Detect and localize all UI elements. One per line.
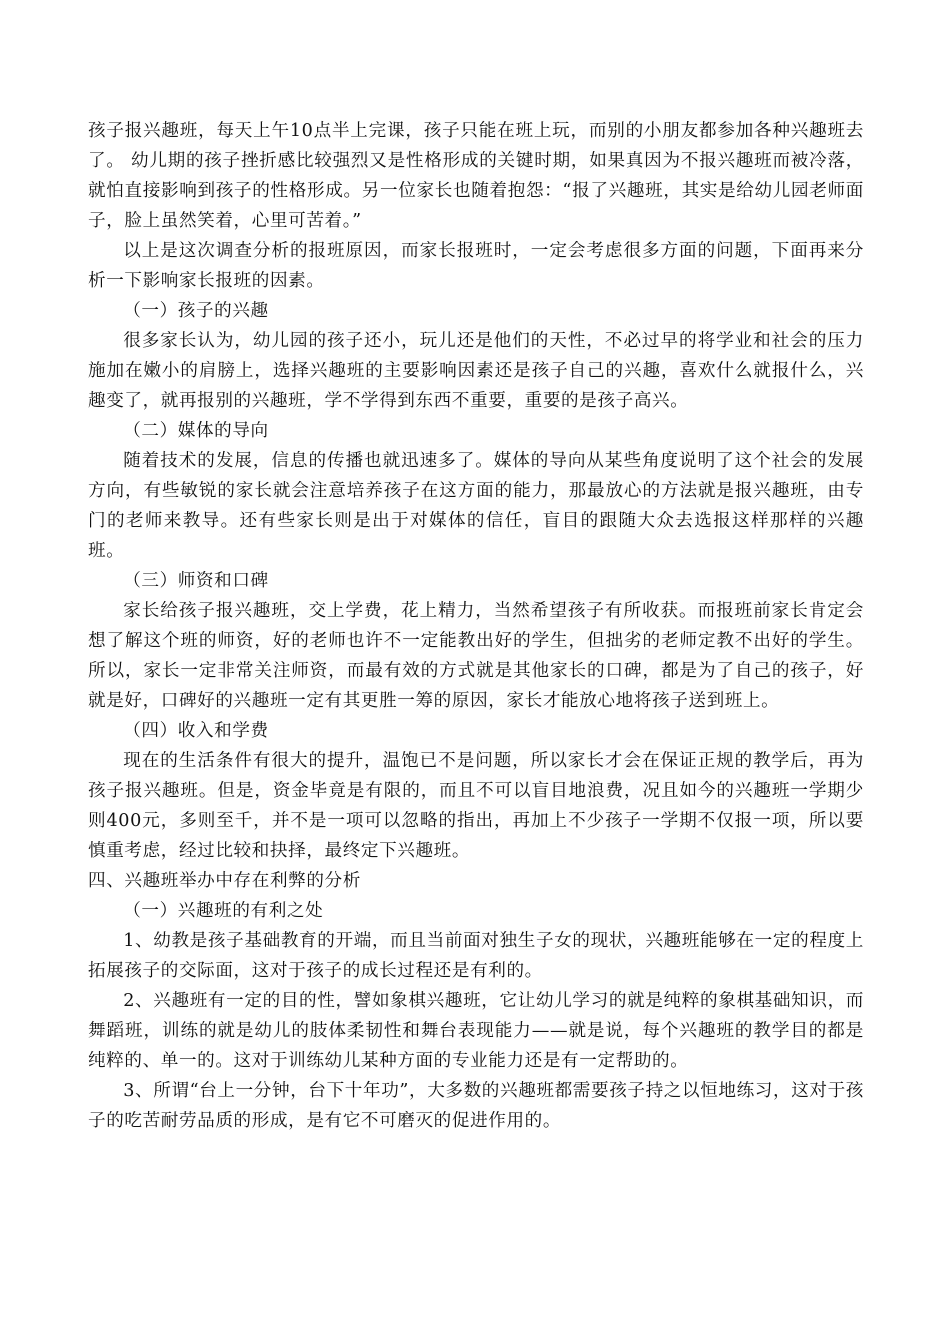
document-page	[88, 116, 864, 1136]
subheading-advantages: （一）兴趣班的有利之处	[123, 901, 324, 921]
paragraph-continued: 孩子报兴趣班，每天上午10点半上完课，孩子只能在班上玩，而别的小朋友都参加各种兴趣班去了。 幼儿期的孩子挫折感比较强烈又是性格形成的关键时期，如果真因为不报兴趣班而被冷落，就怕直接影响到孩子的性格形成。另一位家长也随着抱怨：“报了兴趣班，其实是给幼儿园老师面子，脸上虽然笑着，心里可苦着。”	[88, 121, 864, 231]
subheading-teachers-reputation: （三）师资和口碑	[123, 571, 269, 591]
subheading-income-fees: （四）收入和学费	[123, 721, 269, 741]
subheading-media-guidance: （二）媒体的导向	[123, 421, 269, 441]
paragraph-teachers-reputation: 家长给孩子报兴趣班，交上学费，花上精力，当然希望孩子有所收获。而报班前家长肯定会想了解这个班的师资，好的老师也许不一定能教出好的学生，但拙劣的老师定教不出好的学生。所以，家长一定非常关注师资，而最有效的方式就是其他家长的口碑，都是为了自己的孩子，好就是好，口碑好的兴趣班一定有其更胜一筹的原因，家长才能放心地将孩子送到班上。	[88, 601, 864, 711]
list-item-advantage-3: 3、所谓“台上一分钟，台下十年功”，大多数的兴趣班都需要孩子持之以恒地练习，这对于孩子的吃苦耐劳品质的形成，是有它不可磨灭的促进作用的。	[88, 1081, 864, 1131]
paragraph-child-interest: 很多家长认为，幼儿园的孩子还小，玩儿还是他们的天性，不必过早的将学业和社会的压力施加在嫩小的肩膀上，选择兴趣班的主要影响因素还是孩子自己的兴趣，喜欢什么就报什么，兴趣变了，就再报别的兴趣班，学不学得到东西不重要，重要的是孩子高兴。	[88, 331, 864, 411]
paragraph-media-guidance: 随着技术的发展，信息的传播也就迅速多了。媒体的导向从某些角度说明了这个社会的发展方向，有些敏锐的家长就会注意培养孩子在这方面的能力，那最放心的方法就是报兴趣班，由专门的老师来教导。还有些家长则是出于对媒体的信任，盲目的跟随大众去选报这样那样的兴趣班。	[88, 451, 864, 561]
paragraph-income-fees: 现在的生活条件有很大的提升，温饱已不是问题，所以家长才会在保证正规的教学后，再为孩子报兴趣班。但是，资金毕竟是有限的，而且不可以盲目地浪费，况且如今的兴趣班一学期少则400元，多则至千，并不是一项可以忽略的指出，再加上不少孩子一学期不仅报一项，所以要慎重考虑，经过比较和抉择，最终定下兴趣班。	[88, 751, 864, 861]
paragraph-enrollment-reasons: 以上是这次调查分析的报班原因，而家长报班时，一定会考虑很多方面的问题，下面再来分析一下影响家长报班的因素。	[88, 241, 864, 291]
list-item-advantage-1: 1、幼教是孩子基础教育的开端，而且当前面对独生子女的现状，兴趣班能够在一定的程度上拓展孩子的交际面，这对于孩子的成长过程还是有利的。	[88, 931, 864, 981]
subheading-child-interest: （一）孩子的兴趣	[123, 301, 269, 321]
section-heading-pros-cons: 四、兴趣班举办中存在利弊的分析	[88, 871, 361, 891]
list-item-advantage-2: 2、兴趣班有一定的目的性，譬如象棋兴趣班，它让幼儿学习的就是纯粹的象棋基础知识，而舞蹈班，训练的就是幼儿的肢体柔韧性和舞台表现能力——就是说，每个兴趣班的教学目的都是纯粹的、单一的。这对于训练幼儿某种方面的专业能力还是有一定帮助的。	[88, 991, 864, 1071]
